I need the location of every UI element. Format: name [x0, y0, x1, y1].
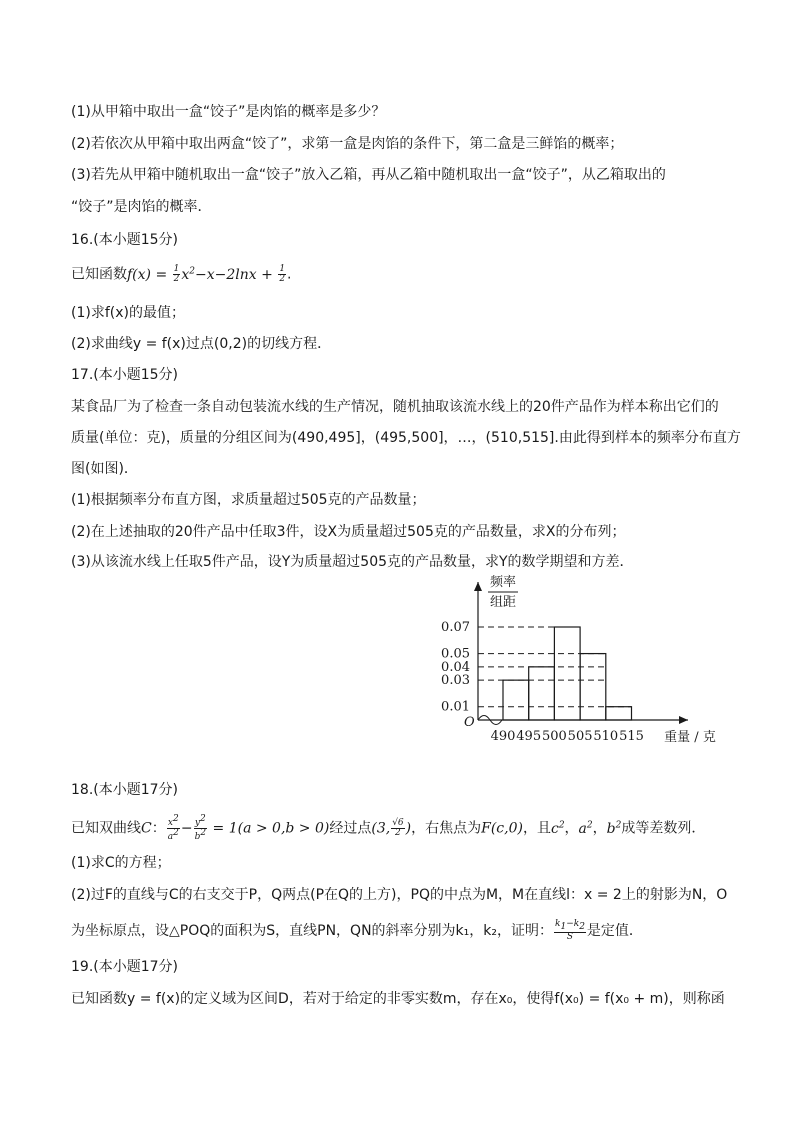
- histogram-bar: [529, 667, 555, 720]
- q16-function-formula: f(x) = $\frac{1}{2}$ $x^2-x-2\ln x$ + $\frac{1}{2}$: [127, 264, 286, 285]
- y-tick-label: 0.03: [441, 673, 470, 689]
- q17-stem-line3: 图(如图)．: [71, 461, 138, 477]
- x-axis-arrow: [679, 716, 688, 724]
- x-tick-label: 515: [619, 729, 644, 744]
- y-axis-label-top: 频率: [489, 575, 517, 590]
- x-tick-label: 500: [541, 729, 567, 744]
- q17-part2: (2)在上述抽取的20件产品中任取3件，设X为质量超过505克的产品数量，求X的分布列；: [71, 524, 626, 540]
- q18-part2-line2: [71, 920, 643, 942]
- histogram-bar: [580, 654, 606, 720]
- x-axis-label: 重量 / 克: [664, 730, 716, 745]
- y-tick-label: 0.07: [441, 620, 470, 635]
- x-tick-label: 495: [516, 729, 542, 744]
- q17-stem-line2: 质量(单位：克)，质量的分组区间为(490,495]，(495,500]，…，(510,515].由此得到样本的频率分布直方: [71, 430, 741, 446]
- q17-part3: (3)从该流水线上任取5件产品，设Y为质量超过505克的产品数量，求Y的数学期望和方差．: [71, 554, 634, 570]
- q18-part1: (1)求C的方程；: [71, 855, 171, 871]
- q18-stem: 已知双曲线C： $\frac{x^2}{a^2}$ − $\frac{y^2}{b^2}$ = 1(a > 0,b > 0)经过点(3, $\frac{√6}{2}$ )，右焦点为F(c,0)，且$c^2$，$a^2$，$b^2$成等差数列．: [71, 814, 706, 842]
- y-axis-label-bottom: 组距: [489, 595, 517, 610]
- q17-stem-line1: 某食品厂为了检查一条自动包装流水线的生产情况，随机抽取该流水线上的20件产品作为样本称出它们的: [71, 399, 719, 415]
- q15-part2: (2)若依次从甲箱中取出两盒“饺了”，求第一盒是肉馅的条件下，第二盒是三鲜馅的概率；: [71, 136, 624, 152]
- histogram-bar: [606, 707, 632, 720]
- y-tick-label: 0.04: [441, 659, 470, 675]
- q16-part2: (2)求曲线y = f(x)过点(0,2)的切线方程．: [71, 336, 332, 352]
- x-tick-label: 510: [593, 729, 619, 744]
- axis-break-mark: [478, 716, 502, 725]
- x-tick-label: 505: [567, 729, 593, 744]
- q17-part1: (1)根据频率分布直方图，求质量超过505克的产品数量；: [71, 492, 426, 508]
- q19-header: 19.(本小题17分): [71, 959, 179, 975]
- q16-part1: (1)求f(x)的最值；: [71, 305, 185, 321]
- q15-part3-line2: “饺子”是肉馅的概率．: [71, 199, 212, 215]
- q16-stem-prefix: 已知函数: [71, 266, 127, 283]
- q15-part1: (1)从甲箱中取出一盒“饺子”是肉馅的概率是多少？: [71, 104, 386, 120]
- q15-part3-line1: (3)若先从甲箱中随机取出一盒“饺子”放入乙箱，再从乙箱中随机取出一盒“饺子”，从乙箱取出的: [71, 167, 666, 183]
- q19-stem: 已知函数y = f(x)的定义域为区间D，若对于给定的非零实数m，存在x₀，使得f(x₀) = f(x₀ + m)，则称函: [71, 991, 725, 1007]
- y-axis-arrow: [474, 582, 482, 591]
- q18-part2-line1: (2)过F的直线与C的右支交于P，Q两点(P在Q的上方)，PQ的中点为M，M在直线l：x = 2上的射影为N，O: [71, 887, 728, 903]
- histogram-bar: [554, 627, 580, 720]
- y-tick-label: 0.05: [441, 646, 470, 662]
- q18-slope-fraction: $\frac{k_1-k_2}{S}$: [554, 919, 585, 942]
- histogram-bar: [503, 680, 529, 720]
- y-tick-label: 0.01: [441, 699, 470, 715]
- origin-label: O: [464, 715, 475, 730]
- q18-part2-line2-prefix: 为坐标原点，设△POQ的面积为S，直线PN，QN的斜率分别为k₁，k₂，证明：: [71, 922, 553, 939]
- q18-part2-line2-suffix: 是定值．: [586, 922, 643, 939]
- q18-header: 18.(本小题17分): [71, 782, 179, 798]
- q16-header: 16.(本小题15分): [71, 232, 179, 248]
- x-tick-label: 490: [490, 729, 516, 744]
- q16-stem: 已知函数f(x) = $\frac{1}{2}$ $x^2-x-2\ln x$ + $\frac{1}{2}$ .: [71, 264, 292, 285]
- q17-header: 17.(本小题15分): [71, 367, 179, 383]
